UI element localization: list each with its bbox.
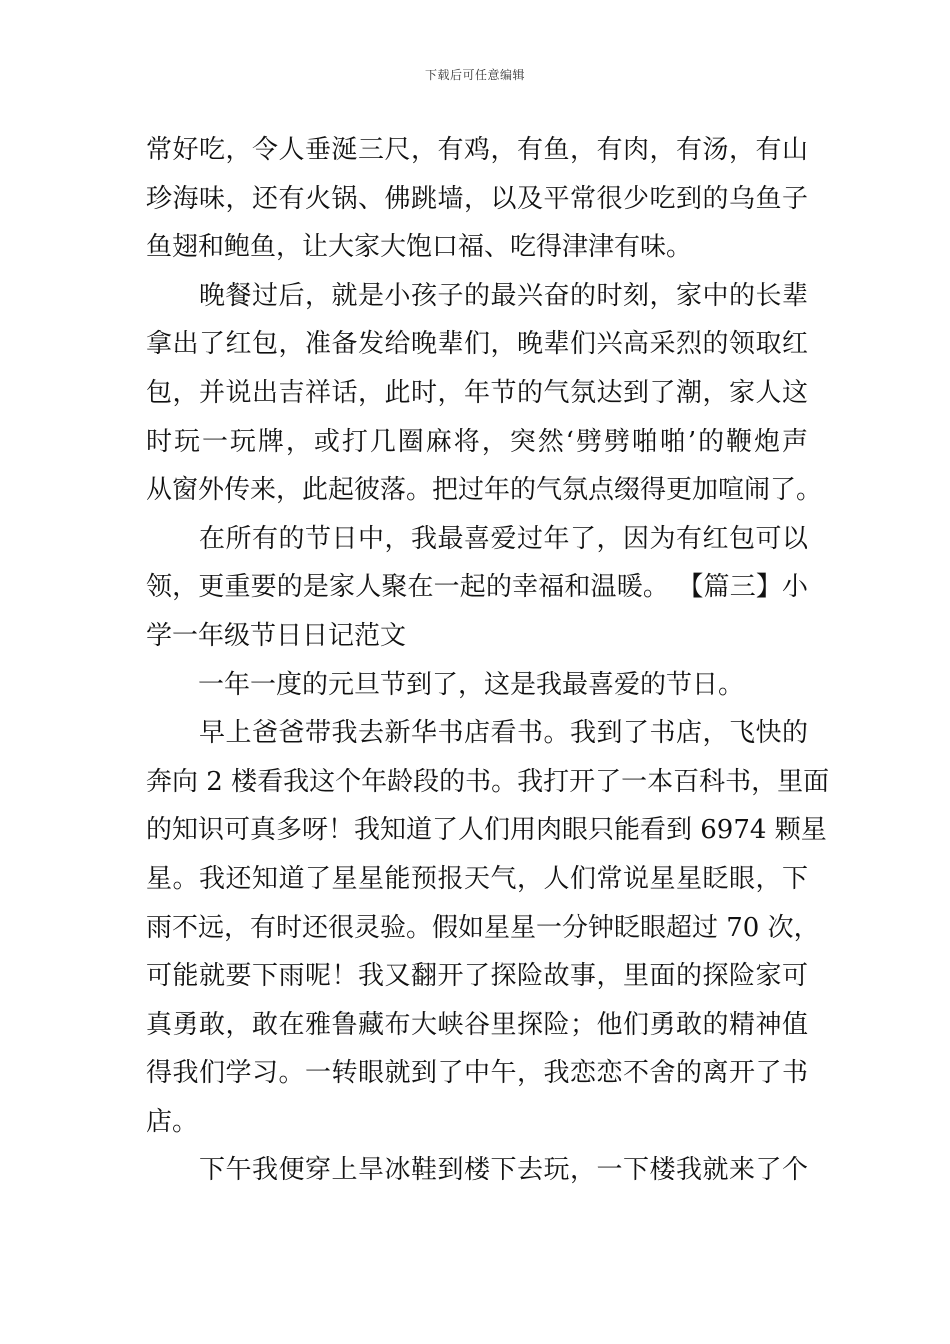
text-line: 可能就要下雨呢！我又翻开了探险故事，里面的探险家可: [146, 961, 808, 992]
text-line: 拿出了红包，准备发给晚辈们，晚辈们兴高采烈的领取红: [146, 329, 808, 360]
text-line: 晚餐过后，就是小孩子的最兴奋的时刻，家中的长辈: [146, 280, 808, 311]
text-line: 真勇敢，敢在雅鲁藏布大峡谷里探险；他们勇敢的精神值: [146, 1009, 808, 1040]
text-line: 的知识可真多呀！我知道了人们用肉眼只能看到 6974 颗星: [146, 815, 827, 846]
text-line: 常好吃，令人垂涎三尺，有鸡，有鱼，有肉，有汤，有山: [146, 135, 808, 165]
text-line: 得我们学习。一转眼就到了中午，我恋恋不舍的离开了书: [146, 1058, 808, 1089]
text-line: 时玩一玩牌，或打几圈麻将，突然‘劈劈啪啪’的鞭炮声: [146, 426, 808, 457]
text-line: 鱼翅和鲍鱼，让大家大饱口福、吃得津津有味。: [146, 232, 693, 263]
text-line: 下午我便穿上旱冰鞋到楼下去玩，一下楼我就来了个: [146, 1155, 808, 1186]
text-line: 奔向 2 楼看我这个年龄段的书。我打开了一本百科书，里面: [146, 766, 830, 797]
text-line: 学一年级节日日记范文: [146, 620, 407, 651]
text-line: 店。: [146, 1106, 199, 1137]
text-line: 早上爸爸带我去新华书店看书。我到了书店，飞快的: [146, 718, 808, 749]
page-header: 下载后可任意编辑: [424, 68, 525, 82]
text-line: 领，更重要的是家人聚在一起的幸福和温暖。 【篇三】小: [146, 572, 808, 603]
body-text: [146, 126, 830, 1195]
text-line: 雨不远，有时还很灵验。假如星星一分钟眨眼超过 70 次，: [146, 912, 820, 943]
text-line: 从窗外传来，此起彼落。把过年的气氛点缀得更加喧闹了。: [146, 475, 823, 506]
text-line: 包，并说出吉祥话，此时，年节的气氛达到了潮，家人这: [146, 377, 808, 408]
text-line: 星。我还知道了星星能预报天气，人们常说星星眨眼，下: [146, 863, 808, 894]
text-line: 珍海味，还有火锅、佛跳墙，以及平常很少吃到的乌鱼子: [146, 183, 808, 214]
text-line: 一年一度的元旦节到了，这是我最喜爱的节日。: [146, 669, 745, 700]
text-line: 在所有的节日中，我最喜爱过年了，因为有红包可以: [146, 523, 808, 554]
